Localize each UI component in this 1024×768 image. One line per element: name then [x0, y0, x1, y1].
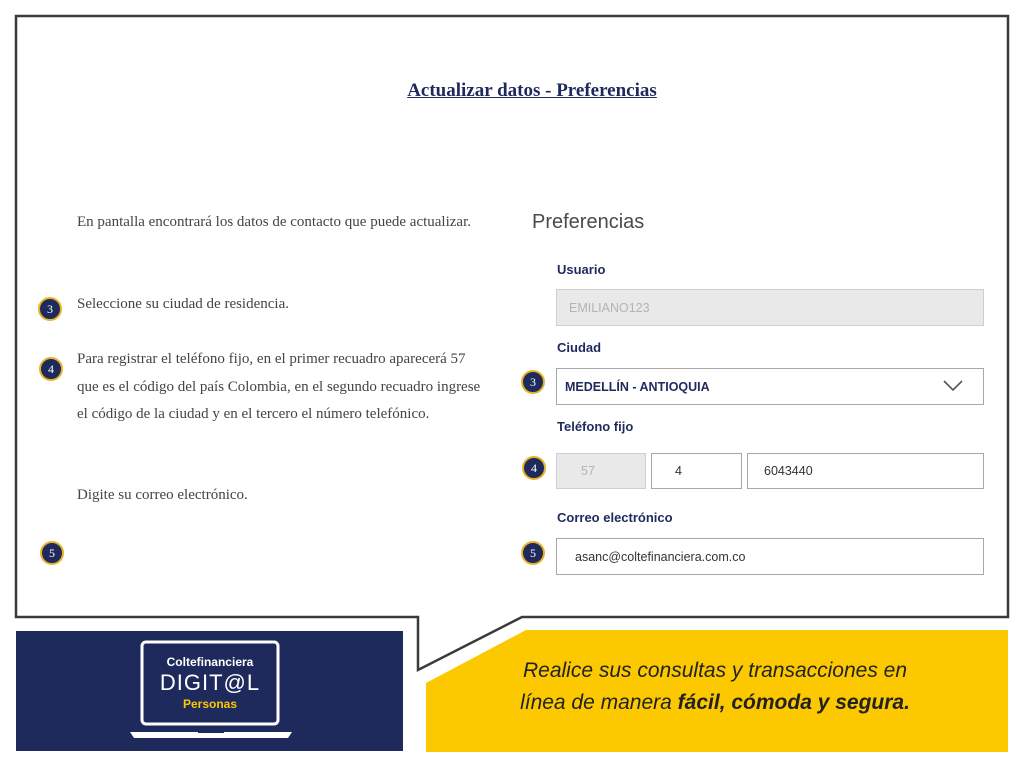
instruction-intro: En pantalla encontrará los datos de contacto que puede actualizar.: [77, 214, 471, 230]
instruction-step-5: Digite su correo electrónico.: [77, 487, 248, 503]
step-badge-4: 4: [39, 357, 63, 381]
correo-value: asanc@coltefinanciera.com.co: [575, 549, 746, 564]
ciudad-value: MEDELLÍN - ANTIOQUIA: [565, 379, 710, 394]
usuario-label: Usuario: [557, 262, 606, 277]
telefono-number-input[interactable]: [747, 453, 984, 489]
chevron-down-icon: [943, 380, 963, 392]
promo-line-2-prefix: línea de manera: [520, 691, 678, 714]
usuario-field: [556, 289, 984, 326]
instruction-step-3: Seleccione su ciudad de residencia.: [77, 296, 289, 312]
brand-logo-text: DIGIT@L: [159, 670, 261, 695]
step-badge-5: 5: [40, 541, 64, 565]
ciudad-select[interactable]: [556, 368, 984, 405]
promo-line-2: [480, 687, 950, 719]
step-badge-3: 3: [38, 297, 62, 321]
usuario-value: EMILIANO123: [569, 300, 650, 315]
promo-line-1: Realice sus consultas y transacciones en: [522, 659, 908, 682]
telefono-label: Teléfono fijo: [557, 419, 634, 434]
telefono-area-value: 4: [675, 464, 682, 478]
brand-subtitle: Personas: [182, 697, 238, 711]
field-badge-4: 4: [522, 456, 546, 480]
form-heading: Preferencias: [532, 211, 645, 233]
correo-input[interactable]: [556, 538, 984, 575]
telefono-country-value: 57: [581, 464, 595, 478]
promo-line-2-emphasis: fácil, cómoda y segura.: [677, 691, 910, 714]
ciudad-label: Ciudad: [557, 340, 602, 355]
instruction-step-4: Para registrar el teléfono fijo, en el primer recuadro aparecerá 57 que es el código del país Colombia, en el segundo recuadro ingrese el código de la ciudad y en el tercero el número telefónico.: [77, 351, 481, 422]
brand-name: Coltefinanciera: [166, 655, 254, 669]
correo-label: Correo electrónico: [557, 510, 673, 525]
telefono-country-field: [556, 453, 646, 489]
telefono-area-input[interactable]: [651, 453, 742, 489]
page-title: Actualizar datos - Preferencias: [407, 80, 657, 101]
field-badge-3: 3: [521, 370, 545, 394]
field-badge-5: 5: [521, 541, 545, 565]
promo-text: [480, 655, 950, 719]
telefono-number-value: 6043440: [764, 464, 813, 478]
